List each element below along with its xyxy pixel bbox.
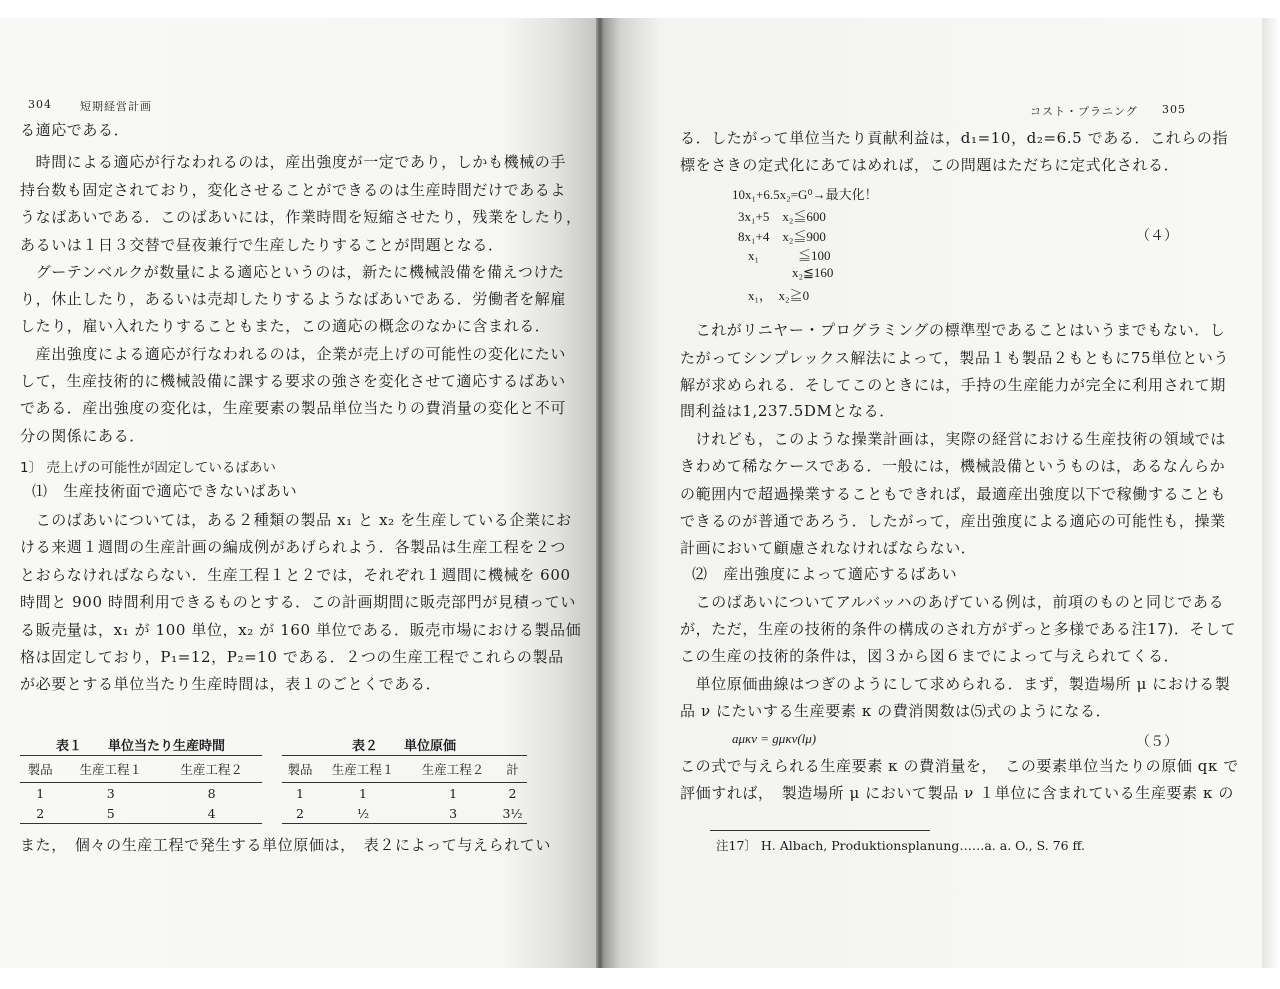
left-page-number: 304 [28,98,52,111]
table1-cell: 5 [60,803,161,824]
table1-cell: 4 [161,803,262,824]
table-row [20,803,262,824]
left-text-line: る適応である． [20,121,130,139]
table2-cell: 1 [449,785,458,801]
table1-cell: 8 [207,785,216,801]
right-text-line: の範囲内で超過操業することもできれば，最適産出強度以下で稼働することも [680,485,1227,503]
table2-cell: 1 [296,785,304,801]
table1-caption: 表１ 単位当たり生産時間 [56,739,226,754]
right-text-line: できるのが普通であろう．したがって，産出強度による適応の可能性も，操業 [680,512,1226,530]
left-text-line: とおらなければならない．生産工程１と２では，それぞれ１週間に機械を 600 [20,566,571,584]
left-text-line: また， 個々の生産工程で発生する単位原価は， 表２によって与えられてい [20,836,552,854]
table2-cell: 3½ [498,803,527,824]
right-text-line: 単位原価曲線はつぎのようにして求められる．まず，製造場所 μ における製 [680,675,1231,693]
table-row [282,783,527,804]
left-text-line: である．産出強度の変化は，生産要素の製品単位当たりの費消量の変化と不可 [20,399,567,417]
table1-cell: 2 [20,803,60,824]
table1 [20,755,262,824]
table-row [20,783,262,804]
left-text-line: 産出強度による適応が行なわれるのは，企業が売上げの可能性の変化にたい [20,345,567,363]
left-text-line: したり，雇い入れたりすることもまた，この適応の概念のなかに含まれる． [20,317,551,335]
left-text-line: が必要とする単位当たり生産時間は，表１のごとくである． [20,675,442,693]
right-text-line: これがリニヤー・プログラミングの標準型であることはいうまでもない．し [680,321,1226,339]
left-text-line: 格は固定しており，P₁=12，P₂=10 である．２つの生産工程でこれらの製品 [20,648,564,666]
right-text-line: このばあいについてアルバッハのあげている例は，前項のものと同じである [680,593,1225,611]
left-text-line: 持台数も固定されており，変化させることができるのは生産時間だけであるよ [20,181,567,199]
table2-header: 計 [498,756,527,783]
left-text-line: る販売量は，x₁ が 100 単位，x₂ が 160 単位である．販売市場における製品価 [20,621,582,639]
constraint-line: 3x₁+5 x₂≦600 [738,209,826,224]
table2-header: 製品 [282,756,318,783]
right-text-line: 標をさきの定式化にあてはめれば，この問題はただちに定式化される． [680,156,1180,174]
table2-cell: ½ [318,803,408,824]
right-page-number: 305 [1162,103,1186,116]
right-text-line: この式で与えられる生産要素 κ の費消量を， この要素単位当たりの原価 qκ で [680,757,1239,775]
table1-cell: 1 [36,785,45,801]
left-text-line: り，休止したり，あるいは売却したりするようなばあいである．労働者を解雇 [20,290,567,308]
right-text-line: きわめて稀なケースである．一般には，機械設備というものは，あるなんらか [680,457,1226,475]
right-text-line: 品 ν にたいする生産要素 κ の費消関数は⑸式のようになる． [680,702,1112,720]
right-running-head: コスト・プラニング [1030,105,1138,118]
left-text-line: して，生産技術的に機械設備に課する要求の強さを変化させて適応するばあい [20,372,566,390]
book-gutter [596,18,604,968]
left-text-line: このばあいについては，ある２種類の製品 x₁ と x₂ を生産している企業にお [20,511,572,529]
table2 [282,755,527,824]
subsection-heading: ⑴ 生産技術面で適応できないばあい [32,482,298,500]
constraint-line: x₁， x₂≧0 [748,288,810,303]
left-text-line: 時間による適応が行なわれるのは，産出強度が一定であり，しかも機械の手 [20,153,567,171]
right-text-line: たがってシンプレックス解法によって，製品１も製品２もともに75単位という [680,349,1230,367]
left-text-line: あるいは１日３交替で昼夜兼行で生産したりすることが問題となる． [20,236,504,254]
constraint-line: x₁ ≦100 [748,248,831,263]
subsection-heading: ⑵ 産出強度によって適応するばあい [692,565,958,583]
table2-cell: 2 [282,803,318,824]
footnote: 注17〕 H. Albach, Produktionsplanung……a. a. O., S. 76 ff. [716,838,1085,853]
table1-header: 生産工程１ [60,756,161,783]
right-text-line: けれども，このような操業計画は，実際の経営における生産技術の領域では [680,430,1227,448]
table1-cell: 3 [106,785,115,801]
table1-header: 生産工程２ [161,756,262,783]
right-text-line: この生産の技術的条件は，図３から図６までによって与えられてくる． [680,647,1180,665]
left-text-line: 分の関係にある． [20,427,145,445]
right-text-line: が，ただ，生産の技術的条件の構成のされ方がずっと多様である注17)．そして [680,620,1237,638]
equation-5: aμκν = gμκν(lμ) [732,731,817,746]
right-text-line: 解が求められる．そしてこのときには，手持の生産能力が完全に利用されて期 [680,376,1227,394]
right-text-line: 評価すれば， 製造場所 μ において製品 ν １単位に含まれている生産要素 κ の [680,784,1234,802]
table2-cell: 2 [508,785,517,801]
table2-header: 生産工程２ [408,756,498,783]
objective-function: 10x₁+6.5x₂=G⁰→最大化！ [732,187,878,202]
left-text-line: ける来週１週間の生産計画の編成例があげられよう．各製品は生産工程を２つ [20,538,567,556]
left-running-head: 短期経営計画 [80,100,152,113]
page-edge [1262,18,1280,968]
table1-header: 製品 [20,756,60,783]
table2-cell: 3 [408,803,498,824]
left-text-line: グーテンベルクが数量による適応というのは，新たに機械設備を備えつけた [20,263,565,281]
left-text-line: うなばあいである．このばあいには，作業時間を短縮させたり，残業をしたり， [20,208,582,226]
left-text-line: 時間と 900 時間利用できるものとする．この計画期間に販売部門が見積ってい [20,593,576,611]
right-text-line: 間利益は1,237.5DMとなる． [680,402,895,420]
section-heading: 1〕 売上げの可能性が固定しているばあい [20,460,276,476]
table-row [282,803,527,824]
constraint-line: 8x₁+4 x₂≦900 [738,229,826,244]
equation-number-4: （４） [1136,228,1178,244]
equation-number-5: （５） [1136,734,1178,750]
constraint-line: x₂≦160 [792,265,834,280]
footnote-rule [710,830,930,831]
right-text-line: 計画において顧慮されなければならない． [680,539,977,557]
table2-cell: 1 [359,785,367,801]
right-text-line: る．したがって単位当たり貢献利益は，d₁=10，d₂=6.5 である．これらの指 [680,129,1229,147]
table2-header: 生産工程１ [318,756,408,783]
table2-caption: 表２ 単位原価 [352,739,457,754]
